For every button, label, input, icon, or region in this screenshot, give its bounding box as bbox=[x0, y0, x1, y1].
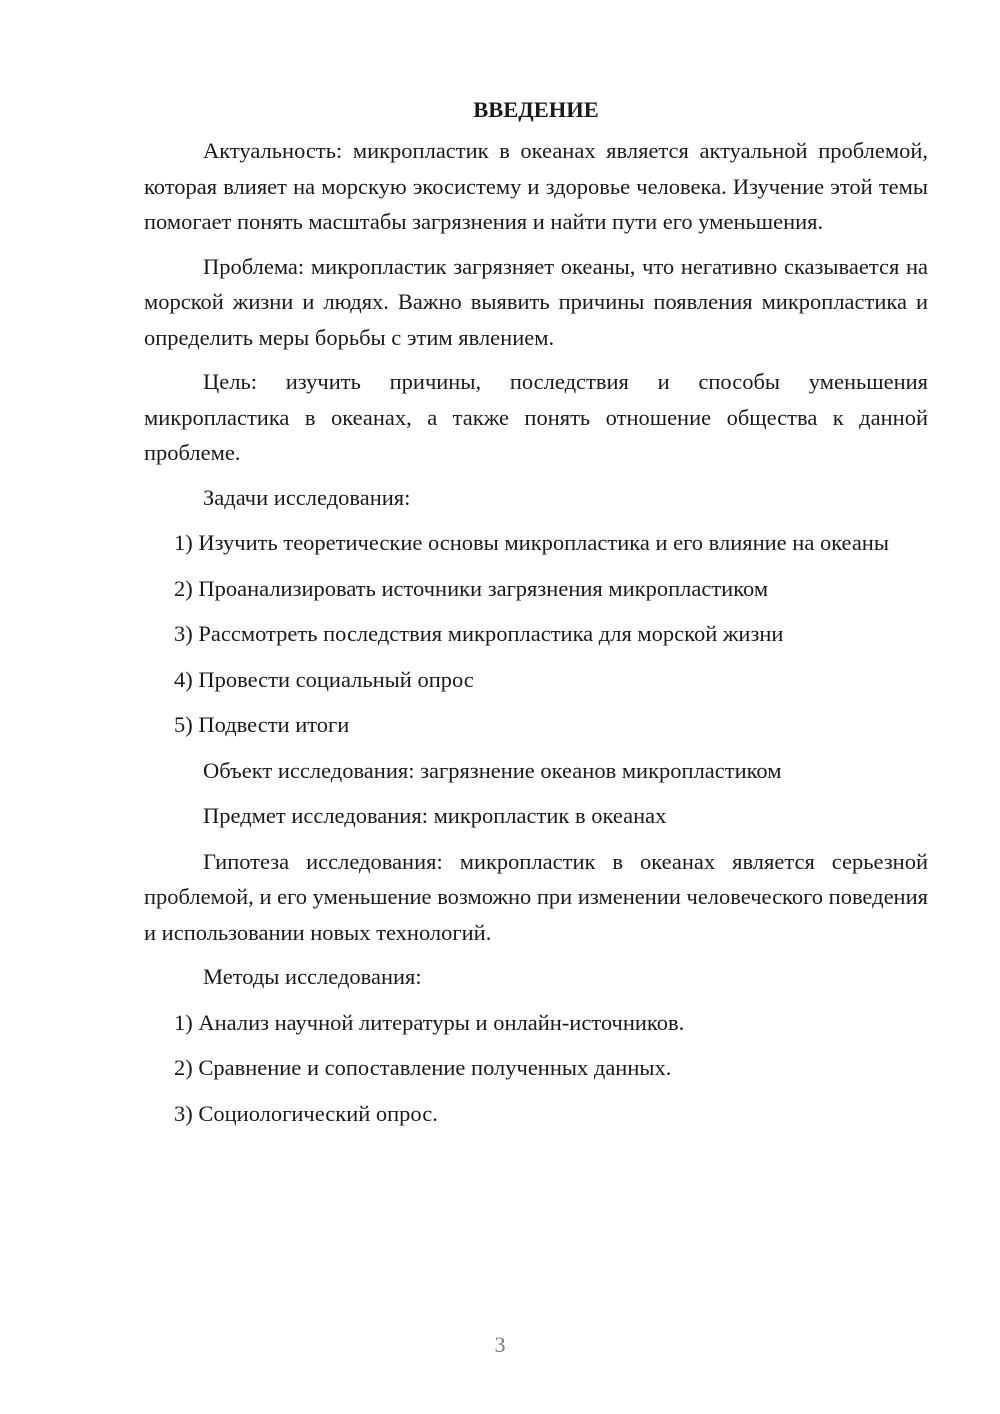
task-item-3: 3) Рассмотреть последствия микропластика для морской жизни bbox=[174, 621, 784, 646]
goal-paragraph: Цель: изучить причины, последствия и способы уменьшения микропластика в океанах, а также понять отношение общества к данной проблеме. bbox=[144, 369, 928, 465]
page-number: 3 bbox=[494, 1332, 506, 1357]
task-item-5: 5) Подвести итоги bbox=[174, 712, 350, 737]
hypothesis-paragraph: Гипотеза исследования: микропластик в океанах является серьезной проблемой, и его уменьшение возможно при изменении человеческого поведения и использовании новых технологий. bbox=[144, 848, 928, 945]
method-item-2: 2) Сравнение и сопоставление полученных данных. bbox=[174, 1055, 672, 1080]
methods-heading: Методы исследования: bbox=[203, 964, 422, 989]
document-body bbox=[144, 92, 928, 1131]
relevance-paragraph: Актуальность: микропластик в океанах является актуальной проблемой, которая влияет на морскую экосистему и здоровье человека. Изучение этой темы помогает понять масштабы загрязнения и найти пути его уменьшения. bbox=[144, 138, 928, 234]
method-item-1: 1) Анализ научной литературы и онлайн-источников. bbox=[174, 1009, 685, 1035]
research-subject: Предмет исследования: микропластик в океанах bbox=[203, 803, 667, 828]
method-item-3: 3) Социологический опрос. bbox=[174, 1100, 438, 1126]
research-object: Объект исследования: загрязнение океанов микропластиком bbox=[203, 757, 782, 783]
task-item-2: 2) Проанализировать источники загрязнения микропластиком bbox=[174, 575, 769, 601]
task-item-4: 4) Провести социальный опрос bbox=[174, 666, 474, 692]
tasks-heading: Задачи исследования: bbox=[203, 484, 411, 510]
task-item-1: 1) Изучить теоретические основы микропластика и его влияние на океаны bbox=[174, 530, 889, 555]
problem-paragraph: Проблема: микропластик загрязняет океаны, что негативно сказывается на морской жизни и людях. Важно выявить причины появления микропластика и определить меры борьбы с этим явлением. bbox=[144, 253, 928, 350]
page-title: ВВЕДЕНИЕ bbox=[473, 97, 599, 122]
